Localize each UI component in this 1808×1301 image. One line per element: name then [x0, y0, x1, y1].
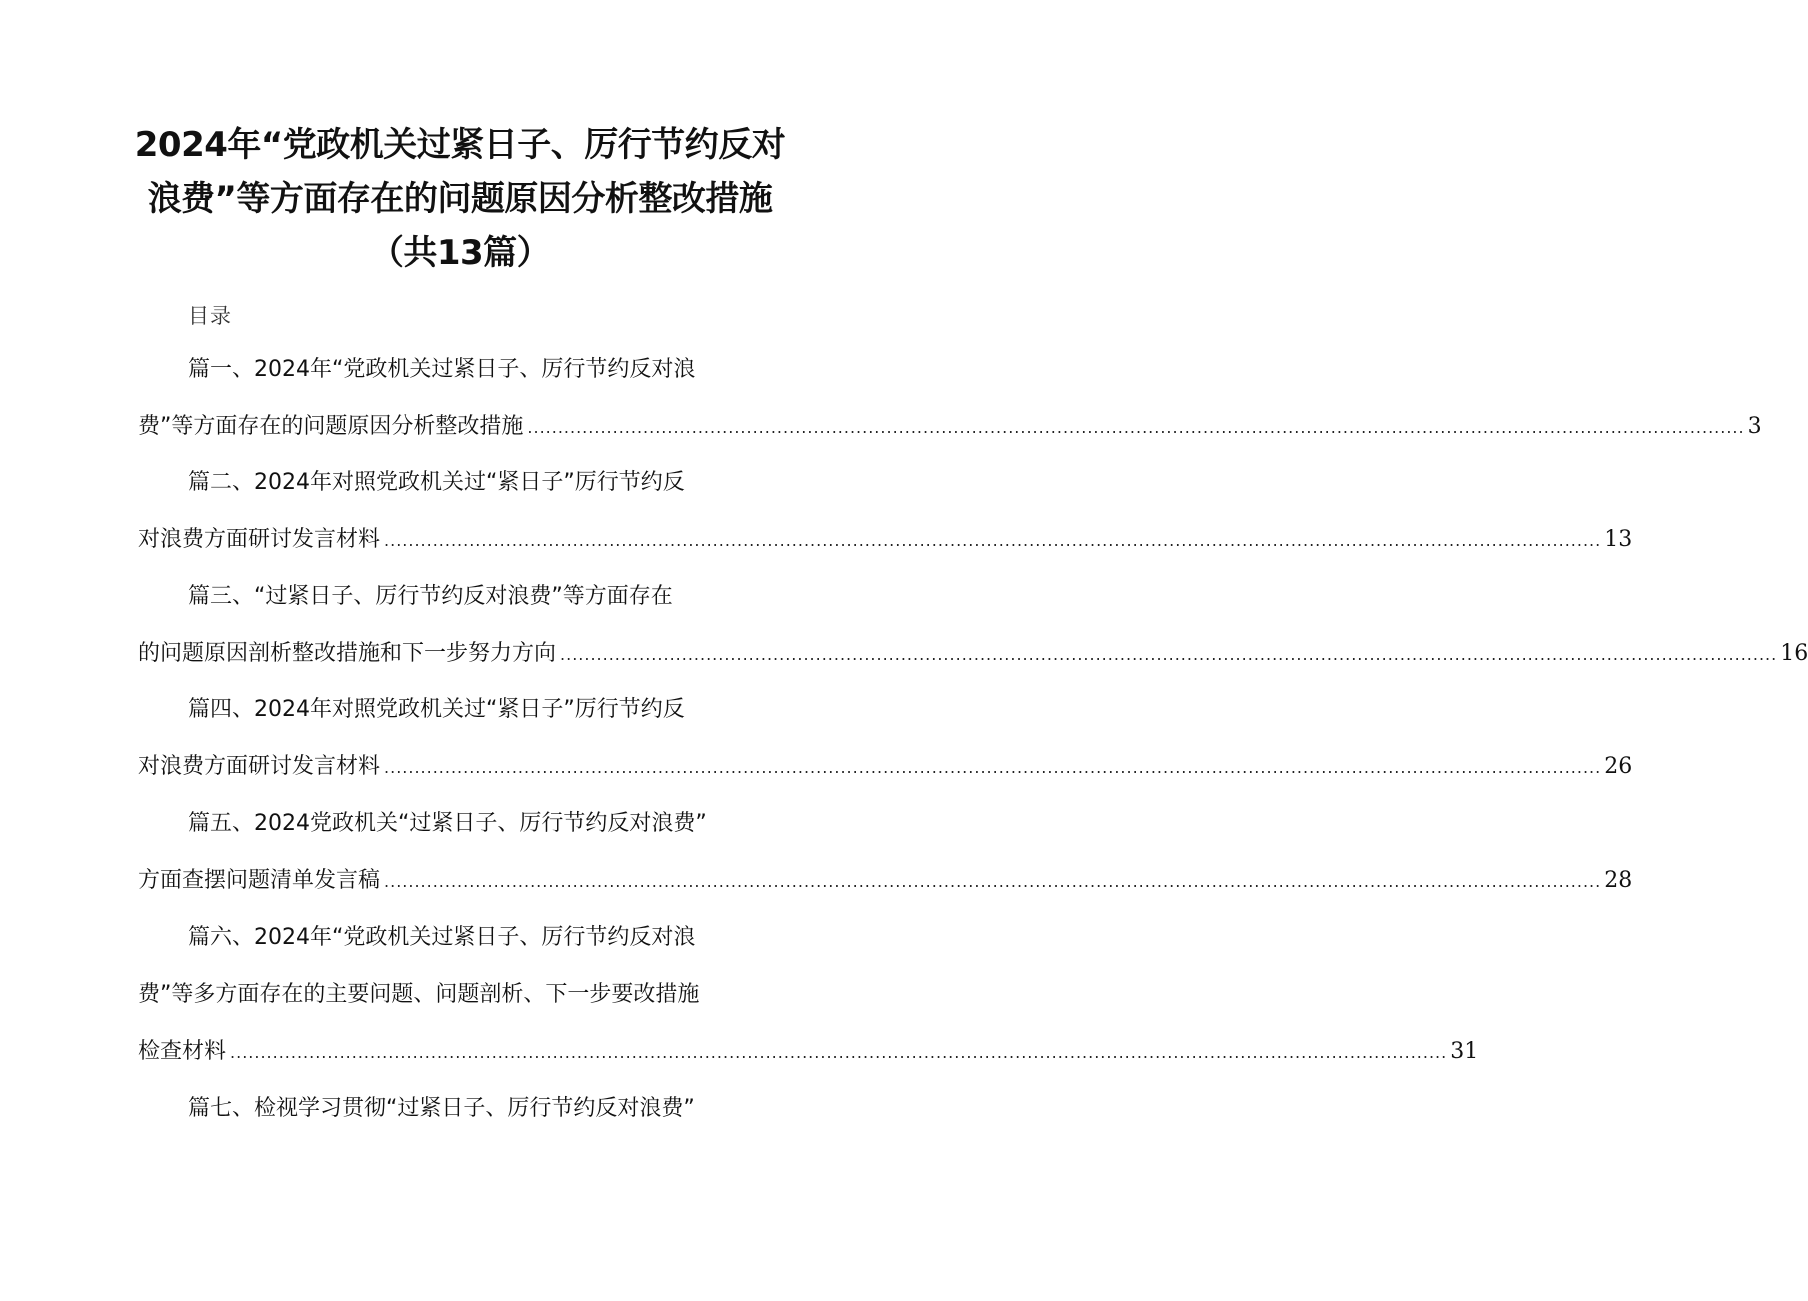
- title-line-1: 2024年“党政机关过紧日子、厉行节约反对: [134, 125, 786, 165]
- toc-entry-3-line-2: [138, 634, 1808, 674]
- toc-entry-4-line-1: 篇四、2024年对照党政机关过“紧日子”厉行节约反: [188, 697, 685, 722]
- document-title: [0, 118, 920, 280]
- toc-entry-2-line-2: [138, 520, 1633, 560]
- dot-leader: ........................................................................................................................................................................................................: [527, 418, 1745, 437]
- toc-page-number: 13: [1604, 527, 1633, 552]
- toc-entry-3-line-1: 篇三、“过紧日子、厉行节约反对浪费”等方面存在: [188, 584, 673, 609]
- toc-page-number: 28: [1604, 868, 1633, 893]
- toc-page-number: 3: [1747, 414, 1762, 439]
- toc-entry-2-line-1: 篇二、2024年对照党政机关过“紧日子”厉行节约反: [188, 470, 685, 495]
- toc-entry-1-line-2: [138, 407, 1762, 447]
- toc-entry-text: 对浪费方面研讨发言材料: [138, 754, 381, 779]
- toc-page-number: 16: [1780, 641, 1808, 666]
- toc-entry-text: 对浪费方面研讨发言材料: [138, 527, 381, 552]
- toc-entry-6-line-1: 篇六、2024年“党政机关过紧日子、厉行节约反对浪: [188, 925, 696, 950]
- toc-page-number: 31: [1450, 1039, 1479, 1064]
- toc-entry-text: 方面查摆问题清单发言稿: [138, 868, 381, 893]
- toc-entry-6-line-2: 费”等多方面存在的主要问题、问题剖析、下一步要改措施: [138, 982, 700, 1007]
- toc-entry-6-line-3: [138, 1032, 1479, 1072]
- toc-entry-7-line-1: 篇七、检视学习贯彻“过紧日子、厉行节约反对浪费”: [188, 1096, 695, 1121]
- dot-leader: ........................................................................................................................................................................................................: [384, 531, 1602, 550]
- toc-page-number: 26: [1604, 754, 1633, 779]
- toc-entry-4-line-2: [138, 747, 1633, 787]
- dot-leader: ........................................................................................................................................................................................................: [384, 758, 1602, 777]
- toc-entry-5-line-1: 篇五、2024党政机关“过紧日子、厉行节约反对浪费”: [188, 811, 707, 836]
- dot-leader: ........................................................................................................................................................................................................: [230, 1043, 1448, 1062]
- toc-entry-1-line-1: 篇一、2024年“党政机关过紧日子、厉行节约反对浪: [188, 357, 696, 382]
- toc-entry-text: 费”等方面存在的问题原因分析整改措施: [138, 414, 524, 439]
- toc-entry-text: 的问题原因剖析整改措施和下一步努力方向: [138, 641, 557, 666]
- toc-entry-5-line-2: [138, 861, 1633, 901]
- dot-leader: ........................................................................................................................................................................................................: [384, 872, 1602, 891]
- toc-entry-text: 检查材料: [138, 1039, 227, 1064]
- title-line-3: （共13篇）: [369, 233, 551, 273]
- dot-leader: ........................................................................................................................................................................................................: [560, 645, 1778, 664]
- toc-heading: 目录: [188, 304, 232, 328]
- title-line-2: 浪费”等方面存在的问题原因分析整改措施: [147, 179, 773, 219]
